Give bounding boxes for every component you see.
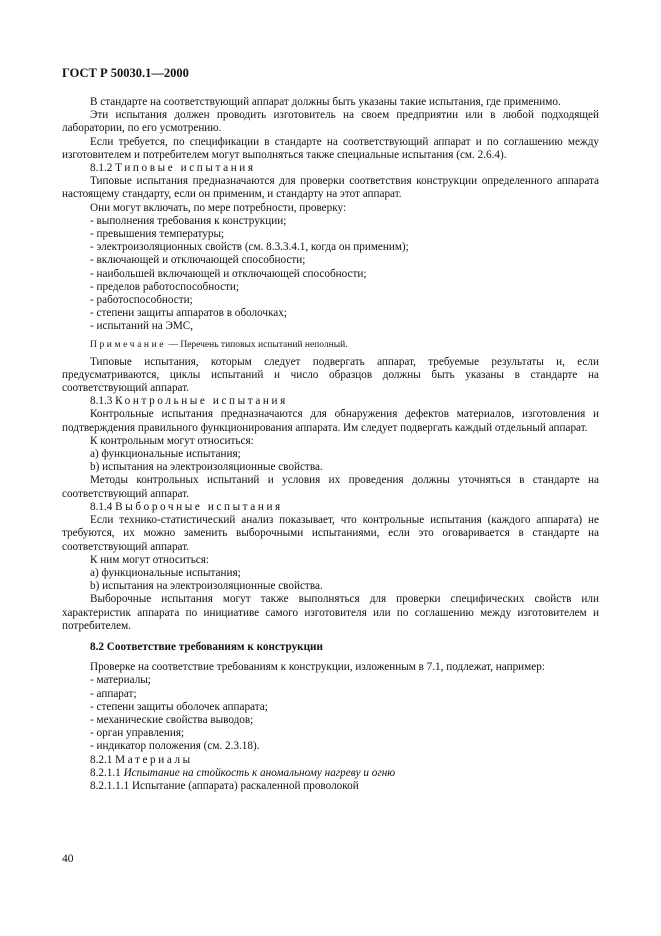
section-number: 8.2.1.1 [90, 766, 121, 779]
paragraph: Контрольные испытания предназначаются для обнаружения дефектов материалов, изготовления и подтверждения правильного функционирования аппарата. Им следует подвергать каждый отдельный аппарат. [62, 408, 599, 434]
section-heading-8-2-1 [62, 754, 599, 767]
paragraph: Эти испытания должен проводить изготовитель на своем предприятии или в любой подходящей лаборатории, по его усмотрению. [62, 109, 599, 135]
list-item: - индикатор положения (см. 2.3.18). [90, 740, 260, 753]
section-title: Испытание на стойкость к аномальному нагреву и огню [123, 766, 396, 779]
list-item: - работоспособности; [90, 294, 193, 307]
section-title: Выборочные испытания [115, 500, 283, 513]
section-heading-8-1-3 [62, 395, 599, 408]
paragraph: Если требуется, по спецификации в стандарте на соответствующий аппарат и по соглашению между изготовителем и потребителем могут выполняться также специальные испытания (см. 2.6.4). [62, 135, 599, 161]
list-item: - выполнения требования к конструкции; [90, 214, 287, 227]
paragraph: Проверке на соответствие требованиям к конструкции, изложенным в 7.1, подлежат, например: [90, 661, 545, 674]
section-heading-8-2: 8.2 Соответствие требованиям к конструкции [90, 640, 323, 653]
list-item: - материалы; [90, 674, 151, 687]
section-heading-8-2-1-1-1: 8.2.1.1.1 Испытание (аппарата) раскаленной проволокой [90, 779, 359, 792]
list-item: b) испытания на электроизоляционные свойства. [90, 580, 323, 593]
section-title: Типовые испытания [115, 162, 256, 175]
paragraph: Типовые испытания, которым следует подвергать аппарат, требуемые результаты и, если предусматриваются, циклы испытаний и число образцов должны быть указаны в стандарте на соответствующий аппарат. [62, 355, 599, 395]
paragraph: Типовые испытания предназначаются для проверки соответствия конструкции определенного аппарата настоящему стандарту, если он применим, и стандарту на этот аппарат. [62, 175, 599, 201]
paragraph: Если технико-статистический анализ показывает, что контрольные испытания (каждого аппарата) не требуются, их можно заменить выборочными испытаниями, если это оговаривается в стандарте на соответствующий аппарат. [62, 514, 599, 553]
list-item: а) функциональные испытания; [90, 566, 241, 579]
list-item: - орган управления; [90, 727, 185, 740]
section-number: 8.1.2 [90, 162, 113, 175]
list-item: - наибольшей включающей и отключающей способности; [90, 267, 367, 280]
section-heading-8-2-1-1 [62, 767, 599, 780]
list-item: - механические свойства выводов; [90, 713, 254, 726]
paragraph: Выборочные испытания могут также выполняться для проверки специфических свойств или характеристик аппарата по инициативе самого изготовителя или по соглашению между изготовителем и потребителем. [62, 593, 599, 632]
note-text: — Перечень типовых испытаний неполный. [166, 339, 348, 350]
list-construction-checks [62, 674, 599, 753]
section-heading-8-1-4 [62, 501, 599, 514]
list-item: а) функциональные испытания; [90, 448, 241, 461]
paragraph: К контрольным могут относиться: [90, 434, 254, 447]
section-number: 8.1.3 [90, 395, 113, 408]
paragraph: Они могут включать, по мере потребности, проверку: [90, 201, 347, 214]
note-label: Примечание [90, 339, 167, 350]
list-item: - степени защиты оболочек аппарата; [90, 700, 268, 713]
list-item: - степени защиты аппаратов в оболочках; [90, 307, 287, 320]
document-page [62, 66, 599, 793]
section-heading-8-1-2 [62, 162, 599, 175]
paragraph: В стандарте на соответствующий аппарат должны быть указаны такие испытания, где применимо. [90, 96, 561, 108]
list-item: - электроизоляционных свойств (см. 8.3.3.4.1, когда он применим); [90, 241, 409, 254]
list-item: - аппарат; [90, 687, 137, 700]
list-item: - пределов работоспособности; [90, 280, 240, 293]
list-type-tests [62, 215, 599, 334]
list-item: b) испытания на электроизоляционные свойства. [90, 461, 323, 474]
list-item: - превышения температуры; [90, 228, 225, 241]
list-item: - испытаний на ЭМС, [90, 320, 194, 333]
section-title: Контрольные испытания [115, 395, 288, 408]
section-number: 8.1.4 [90, 500, 113, 513]
list-item: - включающей и отключающей способности; [90, 254, 306, 267]
section-number: 8.2.1 [90, 753, 113, 766]
paragraph: Методы контрольных испытаний и условия их проведения должны уточняться в стандарте на соответствующий аппарат. [62, 474, 599, 500]
document-header: ГОСТ Р 50030.1—2000 [62, 66, 189, 80]
note [62, 339, 599, 352]
page-number: 40 [62, 853, 74, 865]
paragraph: К ним могут относиться: [90, 553, 210, 566]
section-title: Материалы [115, 753, 193, 766]
